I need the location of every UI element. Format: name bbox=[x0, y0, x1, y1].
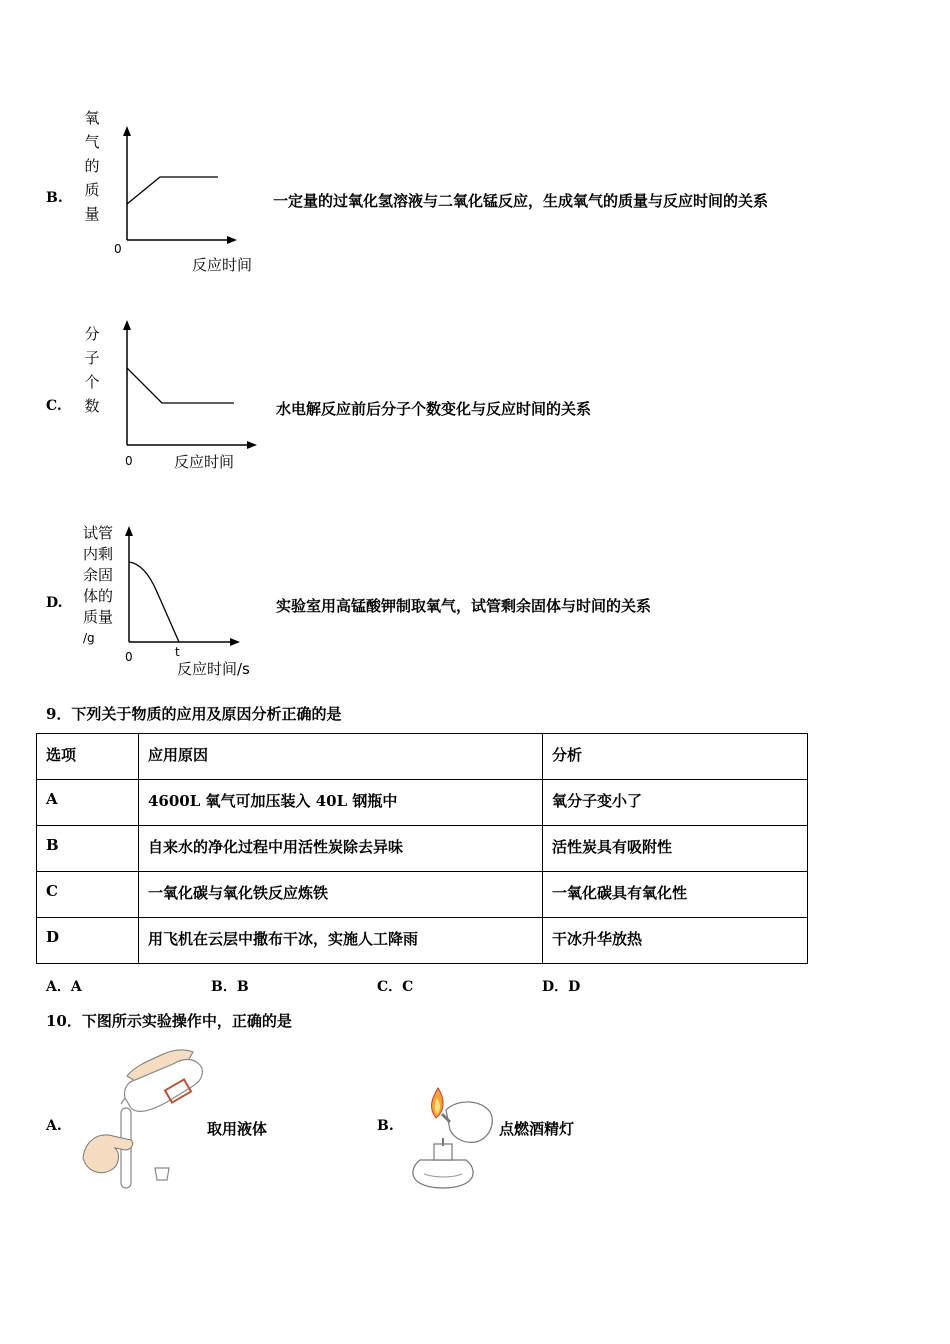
table-header-cell: 分析 bbox=[543, 734, 808, 780]
lighting-alcohol-lamp-illustration bbox=[402, 1082, 502, 1192]
table-cell: D bbox=[37, 918, 139, 964]
curve-oxygen-mass bbox=[127, 177, 218, 204]
table-cell: 自来水的净化过程中用活性炭除去异味 bbox=[139, 826, 543, 872]
chart-d-x-label: 反应时间/s bbox=[177, 660, 250, 678]
y-label-char: 分 bbox=[84, 325, 100, 343]
y-label-line: 体的 bbox=[83, 587, 114, 605]
table-cell: 活性炭具有吸附性 bbox=[543, 826, 808, 872]
table-cell: B bbox=[37, 826, 139, 872]
chart-c-origin: 0 bbox=[125, 454, 133, 468]
question-9-title: 9．下列关于物质的应用及原因分析正确的是 bbox=[46, 705, 342, 723]
option-letter-a: A. bbox=[46, 1118, 62, 1134]
choice-a[interactable]: A．A bbox=[46, 979, 82, 995]
y-label-char: 氧 bbox=[84, 109, 100, 127]
question-10-title: 10．下图所示实验操作中，正确的是 bbox=[46, 1012, 292, 1030]
y-axis-arrow bbox=[123, 320, 131, 330]
table-cell: C bbox=[37, 872, 139, 918]
choice-d[interactable]: D．D bbox=[542, 979, 581, 995]
y-label-char: 数 bbox=[84, 397, 100, 415]
curve-remaining-solid bbox=[129, 562, 179, 642]
option-letter-c: C. bbox=[46, 398, 62, 414]
y-label-line: 质量 bbox=[83, 608, 114, 626]
curve-molecule-count bbox=[127, 368, 234, 403]
option-letter-d: D. bbox=[46, 595, 63, 611]
x-axis-arrow bbox=[230, 638, 240, 646]
y-label-line: 内剩 bbox=[83, 545, 114, 563]
option-b-description: 一定量的过氧化氢溶液与二氧化锰反应，生成氧气的质量与反应时间的关系 bbox=[273, 192, 769, 210]
option-letter-b-q10: B. bbox=[377, 1118, 394, 1134]
chart-d-graph bbox=[115, 522, 245, 648]
table-cell: 一氧化碳与氧化铁反应炼铁 bbox=[139, 872, 543, 918]
y-axis-arrow bbox=[123, 126, 131, 136]
y-label-line: 试管 bbox=[83, 524, 114, 542]
table-cell: 用飞机在云层中撒布干冰，实施人工降雨 bbox=[139, 918, 543, 964]
y-label-char: 个 bbox=[84, 373, 100, 391]
choice-c[interactable]: C．C bbox=[377, 979, 414, 995]
y-label-char: 的 bbox=[84, 157, 100, 175]
chart-c-y-label bbox=[80, 322, 104, 418]
chart-d-origin: 0 bbox=[125, 650, 133, 664]
y-label-line: /g bbox=[83, 631, 95, 645]
chart-b-y-label bbox=[80, 106, 104, 226]
y-label-char: 质 bbox=[84, 181, 100, 199]
option-c-description: 水电解反应前后分子个数变化与反应时间的关系 bbox=[276, 400, 592, 418]
table-row bbox=[37, 872, 808, 918]
x-axis-arrow bbox=[247, 441, 257, 449]
y-label-char: 子 bbox=[84, 349, 100, 367]
table-cell: 一氧化碳具有氧化性 bbox=[543, 872, 808, 918]
option-b-label-q10: 点燃酒精灯 bbox=[499, 1120, 575, 1138]
y-label-char: 量 bbox=[84, 205, 100, 223]
table-header-row bbox=[37, 734, 808, 780]
table-row bbox=[37, 780, 808, 826]
chart-c-x-label: 反应时间 bbox=[174, 453, 235, 471]
option-d-description: 实验室用高锰酸钾制取氧气，试管剩余固体与时间的关系 bbox=[276, 597, 652, 615]
chart-d-t-label: t bbox=[175, 645, 180, 659]
table-cell: A bbox=[37, 780, 139, 826]
chart-b-origin: 0 bbox=[114, 242, 122, 256]
chart-b-graph bbox=[110, 122, 245, 252]
x-axis-arrow bbox=[227, 236, 237, 244]
question-9-table bbox=[36, 733, 808, 964]
pouring-liquid-illustration bbox=[75, 1040, 210, 1192]
table-cell: 干冰升华放热 bbox=[543, 918, 808, 964]
chart-b-x-label: 反应时间 bbox=[192, 256, 253, 274]
option-letter-b: B. bbox=[46, 190, 63, 206]
table-header-cell: 选项 bbox=[37, 734, 139, 780]
y-label-line: 余固 bbox=[83, 566, 114, 584]
option-a-label: 取用液体 bbox=[207, 1120, 268, 1138]
y-axis-arrow bbox=[125, 526, 133, 536]
table-cell: 氧分子变小了 bbox=[543, 780, 808, 826]
table-header-cell: 应用原因 bbox=[139, 734, 543, 780]
table-cell: 4600L 氧气可加压装入 40L 钢瓶中 bbox=[139, 780, 543, 826]
table-row bbox=[37, 826, 808, 872]
table-row bbox=[37, 918, 808, 964]
y-label-char: 气 bbox=[84, 133, 100, 151]
choice-b[interactable]: B．B bbox=[211, 979, 249, 995]
chart-c-graph bbox=[110, 316, 260, 452]
